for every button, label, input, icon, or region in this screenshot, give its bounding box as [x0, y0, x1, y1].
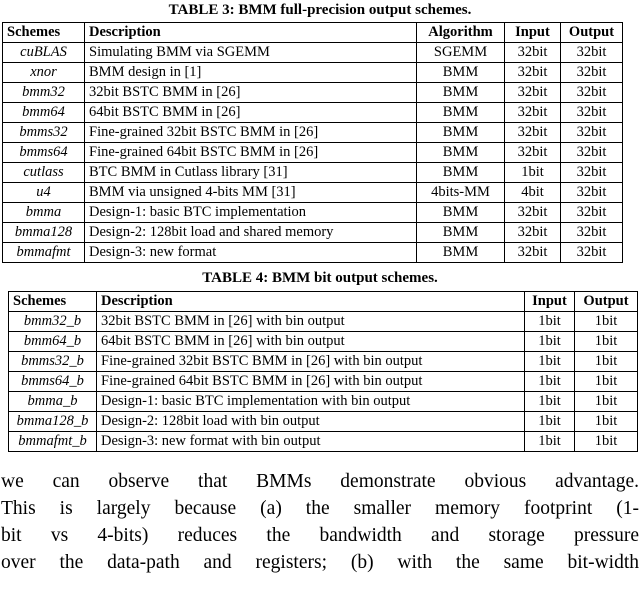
table-row [3, 183, 623, 203]
table-cell: 32bit [561, 143, 623, 163]
table4-body [9, 312, 638, 452]
table-cell: 1bit [525, 332, 575, 352]
table-cell: Design-1: basic BTC implementation with bin output [97, 392, 525, 412]
table-cell: 32bit [505, 123, 561, 143]
table-cell: Fine-grained 32bit BSTC BMM in [26] with bin output [97, 352, 525, 372]
table-cell: 32bit [561, 163, 623, 183]
table-cell: BMM [417, 83, 505, 103]
scheme-cell: bmm64 [3, 103, 85, 123]
table-row [9, 372, 638, 392]
table-cell: 1bit [575, 372, 638, 392]
table-cell: Design-3: new format [85, 243, 417, 263]
table4 [8, 291, 638, 452]
table-row [3, 243, 623, 263]
table-cell: 1bit [525, 372, 575, 392]
scheme-cell: cutlass [3, 163, 85, 183]
table-cell: Simulating BMM via SGEMM [85, 43, 417, 63]
table-cell: 32bit [505, 143, 561, 163]
table-cell: SGEMM [417, 43, 505, 63]
table-cell: BMM [417, 123, 505, 143]
table-cell: Design-2: 128bit load and shared memory [85, 223, 417, 243]
table-cell: 64bit BSTC BMM in [26] with bin output [97, 332, 525, 352]
table-cell: 32bit [505, 63, 561, 83]
table3-header-row [3, 23, 623, 43]
table-cell: 1bit [575, 332, 638, 352]
table-row [3, 43, 623, 63]
table-cell: 1bit [575, 432, 638, 452]
table-cell: 1bit [525, 352, 575, 372]
column-header: Algorithm [417, 23, 505, 43]
column-header: Schemes [9, 292, 97, 312]
column-header: Output [575, 292, 638, 312]
table-cell: 1bit [575, 392, 638, 412]
table-cell: Design-1: basic BTC implementation [85, 203, 417, 223]
table-cell: 4bit [505, 183, 561, 203]
table-cell: BMM [417, 223, 505, 243]
table-row [3, 223, 623, 243]
table-cell: Fine-grained 32bit BSTC BMM in [26] [85, 123, 417, 143]
table-cell: 32bit [561, 223, 623, 243]
table-cell: 32bit [561, 63, 623, 83]
table-cell: 1bit [505, 163, 561, 183]
table4-caption: TABLE 4: BMM bit output schemes. [202, 270, 438, 286]
table-cell: Design-2: 128bit load with bin output [97, 412, 525, 432]
scheme-cell: bmm64_b [9, 332, 97, 352]
table-cell: 32bit [505, 243, 561, 263]
scheme-cell: bmms32_b [9, 352, 97, 372]
table-cell: 32bit [561, 203, 623, 223]
table-cell: 32bit BSTC BMM in [26] [85, 83, 417, 103]
paragraph-line: we can observe that BMMs demonstrate obvious advantage. [1, 471, 639, 492]
paragraph-line: This is largely because (a) the smaller memory footprint (1- [1, 498, 639, 519]
body-paragraph [0, 468, 640, 576]
scheme-cell: bmm32 [3, 83, 85, 103]
scheme-cell: bmms32 [3, 123, 85, 143]
table-cell: BMM [417, 243, 505, 263]
table-cell: BMM [417, 63, 505, 83]
table-row [9, 332, 638, 352]
table-cell: 64bit BSTC BMM in [26] [85, 103, 417, 123]
table-cell: 1bit [525, 392, 575, 412]
table-cell: Fine-grained 64bit BSTC BMM in [26] [85, 143, 417, 163]
table-cell: 1bit [575, 312, 638, 332]
table-row [9, 392, 638, 412]
table-cell: 32bit [561, 243, 623, 263]
table3-body [3, 43, 623, 263]
table-cell: BMM design in [1] [85, 63, 417, 83]
table-cell: 32bit [561, 43, 623, 63]
table-cell: BMM [417, 103, 505, 123]
paragraph-line: over the data-path and registers; (b) with the same bit-width [1, 552, 639, 573]
table-cell: 32bit [561, 123, 623, 143]
table-cell: BTC BMM in Cutlass library [31] [85, 163, 417, 183]
column-header: Input [505, 23, 561, 43]
table3-caption: TABLE 3: BMM full-precision output schemes. [168, 2, 472, 18]
table-cell: BMM via unsigned 4-bits MM [31] [85, 183, 417, 203]
table3 [2, 22, 623, 263]
table-cell: 1bit [525, 432, 575, 452]
table-cell: BMM [417, 143, 505, 163]
table-cell: BMM [417, 203, 505, 223]
table-row [3, 103, 623, 123]
table-cell: 1bit [575, 412, 638, 432]
table-cell: 32bit [505, 83, 561, 103]
column-header: Description [85, 23, 417, 43]
table-row [9, 412, 638, 432]
table-row [3, 123, 623, 143]
scheme-cell: bmms64_b [9, 372, 97, 392]
scheme-cell: bmmafmt_b [9, 432, 97, 452]
scheme-cell: u4 [3, 183, 85, 203]
table-cell: 1bit [525, 312, 575, 332]
table-cell: 32bit [561, 183, 623, 203]
scheme-cell: bmms64 [3, 143, 85, 163]
table-cell: 32bit [505, 203, 561, 223]
table-row [9, 432, 638, 452]
column-header: Output [561, 23, 623, 43]
table-cell: 32bit [561, 103, 623, 123]
table-cell: Fine-grained 64bit BSTC BMM in [26] with bin output [97, 372, 525, 392]
table-cell: BMM [417, 163, 505, 183]
table-cell: 1bit [575, 352, 638, 372]
table-row [3, 163, 623, 183]
table-cell: 32bit [505, 43, 561, 63]
table-row [9, 312, 638, 332]
scheme-cell: bmma_b [9, 392, 97, 412]
table-row [9, 352, 638, 372]
table-row [3, 143, 623, 163]
scheme-cell: bmma128 [3, 223, 85, 243]
table-row [3, 203, 623, 223]
scheme-cell: bmmafmt [3, 243, 85, 263]
table-cell: Design-3: new format with bin output [97, 432, 525, 452]
scheme-cell: cuBLAS [3, 43, 85, 63]
scheme-cell: bmma [3, 203, 85, 223]
scheme-cell: bmma128_b [9, 412, 97, 432]
scheme-cell: xnor [3, 63, 85, 83]
table-row [3, 83, 623, 103]
table-cell: 32bit [505, 223, 561, 243]
scheme-cell: bmm32_b [9, 312, 97, 332]
column-header: Schemes [3, 23, 85, 43]
table-cell: 32bit [505, 103, 561, 123]
table4-header-row [9, 292, 638, 312]
table-cell: 32bit [561, 83, 623, 103]
column-header: Description [97, 292, 525, 312]
table-row [3, 63, 623, 83]
table-cell: 32bit BSTC BMM in [26] with bin output [97, 312, 525, 332]
column-header: Input [525, 292, 575, 312]
table-cell: 1bit [525, 412, 575, 432]
paragraph-line: bit vs 4-bits) reduces the bandwidth and storage pressure [1, 525, 639, 546]
table-cell: 4bits-MM [417, 183, 505, 203]
